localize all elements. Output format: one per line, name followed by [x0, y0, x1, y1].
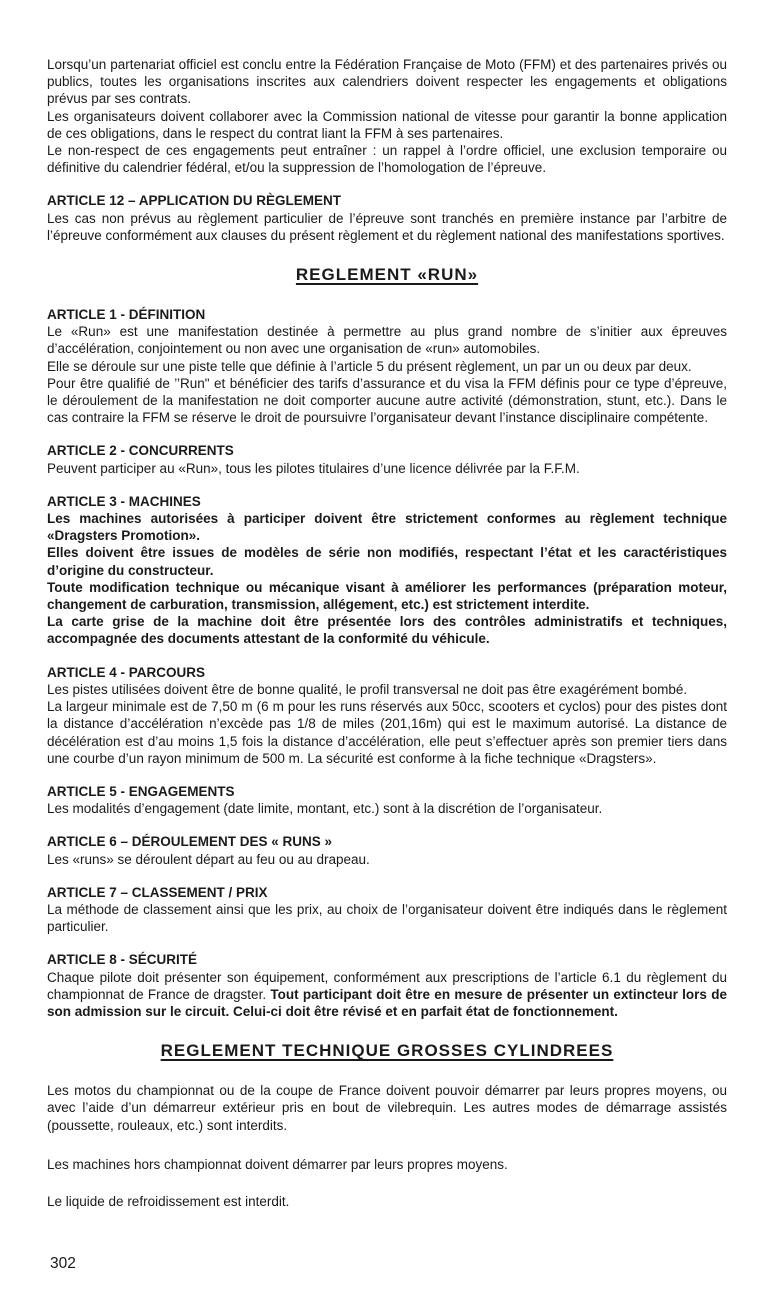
article-7-body: La méthode de classement ainsi que les prix, au choix de l’organisateur doivent être indiqués dans le règlement particulier. — [47, 901, 727, 935]
article-8-body-regular: Chaque pilote doit présenter son équipement, conformément aux prescriptions de l’article 6.1 du règlement du championnat de France de dragster. — [47, 969, 727, 1002]
section-title-reglement-technique: REGLEMENT TECHNIQUE GROSSES CYLINDREES — [160, 1041, 614, 1061]
page-number: 302 — [50, 1255, 76, 1272]
article-4-paragraph-2: La largeur minimale est de 7,50 m (6 m pour les runs réservés aux 50cc, scooters et cyclos) pour des pistes dont la distance d’accélération n’excède pas 1/8 de miles (201,16m) qui est le maximum autorisé. La distance de décélération est d’au moins 1,5 fois la distance d’accélération, elle peut s’effectuer après son premier tiers dans une courbe d’un rayon minimum de 500 m. La sécurité est conforme à la fiche technique «Dragsters». — [47, 699, 727, 766]
article-1-heading: ARTICLE 1 - DÉFINITION — [47, 307, 206, 323]
article-4-heading: ARTICLE 4 - PARCOURS — [47, 664, 206, 680]
article-7-heading: ARTICLE 7 – CLASSEMENT / PRIX — [47, 884, 268, 900]
tech-paragraph-3: Le liquide de refroidissement est interdit. — [47, 1193, 290, 1209]
article-3-paragraph-1: Les machines autorisées à participer doivent être strictement conformes au règlement technique «Dragsters Promotion». — [47, 511, 727, 544]
article-6-heading: ARTICLE 6 – DÉROULEMENT DES « RUNS » — [47, 834, 333, 850]
article-3-paragraph-2: Elles doivent être issues de modèles de série non modifiés, respectant l’état et les caractéristiques d’origine du constructeur. — [47, 545, 727, 578]
article-8-body-bold: Tout participant doit être en mesure de présenter un extincteur lors de son admission sur le circuit. Celui-ci doit être révisé et en parfait état de fonctionnement. — [47, 986, 727, 1019]
article-12-heading: ARTICLE 12 – APPLICATION DU RÈGLEMENT — [47, 193, 342, 209]
article-5-section — [47, 783, 727, 817]
article-2-section — [47, 442, 727, 476]
article-6-section — [47, 833, 727, 867]
article-1-paragraph-3: Pour être qualifié de ’’Run" et bénéficier des tarifs d’assurance et du visa la FFM définis pour ce type d’épreuve, le déroulement de la manifestation ne doit comporter aucune autre activité (démonstration, stunt, etc.). Dans le cas contraire la FFM se réserve le droit de poursuivre l’organisateur devant l’instance disciplinaire compétente. — [47, 375, 727, 426]
article-7-section — [47, 884, 727, 936]
intro-paragraph-2: Les organisateurs doivent collaborer avec la Commission national de vitesse pour garantir la bonne application de ces obligations, dans le respect du contrat liant la FFM à ses partenaires. — [47, 108, 727, 141]
article-2-heading: ARTICLE 2 - CONCURRENTS — [47, 443, 234, 459]
article-4-section — [47, 664, 727, 767]
article-3-section — [47, 493, 727, 648]
tech-paragraph-1: Les motos du championnat ou de la coupe de France doivent pouvoir démarrer par leurs propres moyens, ou avec l’aide d’un démarreur extérieur pris en bout de vilebrequin. Les autres modes de démarrage assistés (poussette, rouleaux, etc.) sont interdits. — [47, 1083, 727, 1133]
article-5-heading: ARTICLE 5 - ENGAGEMENTS — [47, 783, 235, 799]
article-12-section — [47, 192, 727, 244]
article-1-paragraph-1: Le «Run» est une manifestation destinée à permettre au plus grand nombre de s’initier aux épreuves d’accélération, conjointement ou non avec une organisation de «run» automobiles. — [47, 324, 727, 357]
article-12-body: Les cas non prévus au règlement particulier de l’épreuve sont tranchés en première instance par l’arbitre de l’épreuve conformément aux clauses du présent règlement et du règlement national des manifestations sportives. — [47, 210, 727, 243]
article-3-paragraph-3: Toute modification technique ou mécanique visant à améliorer les performances (préparation moteur, changement de carburation, transmission, allégement, etc.) est strictement interdite. — [47, 579, 727, 613]
article-8-section — [47, 951, 727, 1020]
section-title-reglement-run: REGLEMENT «RUN» — [295, 265, 479, 285]
article-5-body: Les modalités d’engagement (date limite, montant, etc.) sont à la discrétion de l’organisateur. — [47, 801, 603, 817]
article-6-body: Les «runs» se déroulent départ au feu ou au drapeau. — [47, 851, 370, 867]
tech-paragraph-2: Les machines hors championnat doivent démarrer par leurs propres moyens. — [47, 1156, 508, 1172]
article-3-heading: ARTICLE 3 - MACHINES — [47, 493, 201, 509]
article-4-paragraph-1: Les pistes utilisées doivent être de bonne qualité, le profil transversal ne doit pas être exagérément bombé. — [47, 681, 688, 697]
article-8-heading: ARTICLE 8 - SÉCURITÉ — [47, 952, 198, 968]
article-1-paragraph-2: Elle se déroule sur une piste telle que définie à l’article 5 du présent règlement, un par un ou deux par deux. — [47, 358, 692, 374]
article-3-paragraph-4: La carte grise de la machine doit être présentée lors des contrôles administratifs et techniques, accompagnée des documents attestant de la conformité du véhicule. — [47, 614, 727, 647]
article-2-body: Peuvent participer au «Run», tous les pilotes titulaires d’une licence délivrée par la F.F.M. — [47, 460, 580, 476]
article-8-body — [47, 969, 727, 1021]
intro-paragraph-3: Le non-respect de ces engagements peut entraîner : un rappel à l’ordre officiel, une exclusion temporaire ou définitive du calendrier fédéral, et/ou la suppression de l’homologation de l’épreuve. — [47, 143, 727, 176]
intro-paragraph-1: Lorsqu’un partenariat officiel est conclu entre la Fédération Française de Moto (FFM) et des partenaires privés ou publics, toutes les organisations inscrites aux calendriers doivent respecter les engagements et obligations prévus par ses contrats. — [47, 57, 727, 107]
article-1-section — [47, 306, 727, 426]
page-content — [47, 56, 727, 1210]
